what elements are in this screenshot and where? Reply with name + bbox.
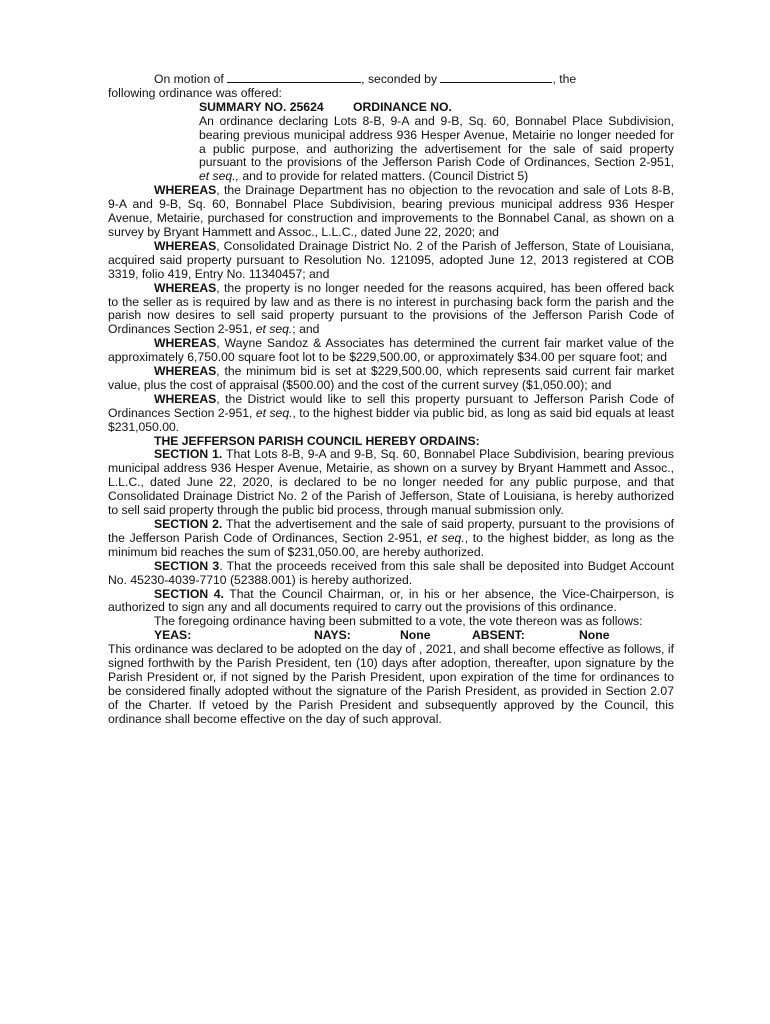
summary-description <box>199 115 674 185</box>
ordinance-document <box>108 72 674 727</box>
whereas-label: WHEREAS <box>154 183 217 198</box>
section-4-label: SECTION 4. <box>154 586 224 601</box>
yeas-label: YEAS: <box>154 628 192 643</box>
whereas-text: , the minimum bid is set at $229,500.00, which represents said current fair market value, plus the cost of appraisal ($500.00) and the cost of the current survey ($1,050.00); and <box>108 364 674 392</box>
closing-paragraph: This ordinance was declared to be adopted on the day of , 2021, and shall become effective as follows, if signed forthwith by the Parish President, ten (10) days after adoption, thereafter, upon signature by the Parish President or, if not signed by the Parish President, upon expiration of the time for ordinances to be considered finally adopted without the signature of the Parish President, as provided in Section 2.07 of the Charter. If vetoed by the Parish President and subsequently approved by the Council, this ordinance shall become effective on the day of such approval. <box>108 642 674 726</box>
whereas-paragraph-5 <box>108 365 674 393</box>
motion-line-2: following ordinance was offered: <box>108 85 282 100</box>
whereas-text: , the property is no longer needed for the reasons acquired, has been offered back to the seller as is required by law and as there is no interest in purchasing back form the parish and the parish now desires to sell said property pursuant to the provisions of the Jefferson Parish Code of Ordinances Section 2-951, <box>108 280 674 337</box>
section-1-label: SECTION 1. <box>154 447 223 462</box>
whereas-text-end: ; and <box>292 322 320 337</box>
whereas-label: WHEREAS <box>154 364 217 379</box>
whereas-paragraph-2 <box>108 240 674 282</box>
section-2-et-seq: et seq. <box>426 530 465 545</box>
summary-block <box>199 101 674 184</box>
vote-indent <box>108 629 154 643</box>
whereas-text: , Wayne Sandoz & Associates has determined the current fair market value of the approximately 6,750.00 square foot lot to be $229,500.00, or approximately $34.00 per square foot; and <box>108 336 674 365</box>
whereas-text: , Consolidated Drainage District No. 2 of the Parish of Jefferson, State of Louisiana, acquired said property pursuant to Resolution No. 121095, adopted June 12, 2013 registered at COB 3319, folio 419, Entry No. 11340457; and <box>108 238 674 281</box>
section-3-text: . That the proceeds received from this sale shall be deposited into Budget Account No. 45230-4039-7710 (52388.001) is hereby authorized. <box>108 558 674 587</box>
whereas-text-end: , to the highest bidder via public bid, as long as said bid equals at least $231,050.00. <box>108 405 674 434</box>
absent-label: ABSENT: <box>472 628 525 643</box>
whereas-et-seq: et seq. <box>255 322 293 337</box>
ordains-heading: THE JEFFERSON PARISH COUNCIL HEREBY ORDAINS: <box>154 433 480 448</box>
whereas-text: , the Drainage Department has no objection to the revocation and sale of Lots 8-B, 9-A and 9-B, Sq. 60, Bonnabel Place Subdivision, bearing previous municipal address 936 Hesper Avenue, Metairie, purchased for construction and improvements to the Bonnabel Canal, as shown on a survey by Bryant Hammett and Assoc., L.L.C., dated June 22, 2020; and <box>108 183 674 239</box>
nays-value: None <box>400 628 431 643</box>
section-3 <box>108 560 674 588</box>
mover-blank <box>227 72 361 83</box>
section-4-text: That the Council Chairman, or, in his or her absence, the Vice-Chairperson, is authorized to sign any and all documents required to carry out the provisions of this ordinance. <box>108 586 674 615</box>
motion-line <box>108 72 674 87</box>
vote-intro: The foregoing ordinance having been submitted to a vote, the vote thereon was as follows: <box>154 614 643 629</box>
section-2 <box>108 518 674 560</box>
summary-et-seq: et seq., <box>199 169 239 184</box>
absent-value: None <box>579 628 610 643</box>
section-1-text: That Lots 8-B, 9-A and 9-B, Sq. 60, Bonnabel Place Subdivision, bearing previous municipal address 936 Hesper Avenue, Metairie, as shown on a survey by Bryant Hammett and Assoc., L.L.C., dated June 22, 2020, is declared to be no longer needed for any public purpose, and that Consolidated Drainage District No. 2 of the Parish of Jefferson, State of Louisiana, is hereby authorized to sell said property through the public bid process, through manual submission only. <box>108 447 674 518</box>
whereas-paragraph-4 <box>108 337 674 365</box>
summary-text-a: An ordinance declaring Lots 8-B, 9-A and 9-B, Sq. 60, Bonnabel Place Subdivision, bearing previous municipal address 936 Hesper Avenue, Metairie no longer needed for a public purpose, and authorizing the advertisement for the sale of said property pursuant to the provisions of the Jefferson Parish Code of Ordinances, Section 2-951, <box>199 113 674 170</box>
whereas-label: WHEREAS <box>154 336 217 351</box>
section-2-text-end: , to the highest bidder, as long as the minimum bid reaches the sum of $231,050.00, are hereby authorized. <box>108 530 674 559</box>
whereas-text: , the District would like to sell this property pursuant to Jefferson Parish Code of Ordinances Section 2-951, <box>108 391 674 420</box>
section-3-label: SECTION 3 <box>154 558 220 573</box>
summary-header <box>199 101 674 115</box>
whereas-et-seq: et seq. <box>255 405 293 420</box>
summary-text-b: and to provide for related matters. (Council District 5) <box>242 169 529 184</box>
whereas-label: WHEREAS <box>154 280 217 295</box>
vote-tally <box>108 629 674 643</box>
whereas-paragraph-1 <box>108 184 674 240</box>
section-2-label: SECTION 2. <box>154 517 223 531</box>
seconder-blank <box>440 72 552 83</box>
ordinance-number: ORDINANCE NO. <box>353 99 452 114</box>
whereas-paragraph-3 <box>108 282 674 338</box>
summary-number: SUMMARY NO. 25624 <box>199 99 324 114</box>
motion-prefix: On motion of <box>154 72 224 86</box>
seconded-text: , seconded by <box>361 72 438 86</box>
section-2-text: That the advertisement and the sale of said property, pursuant to the provisions of the Jefferson Parish Code of Ordinances, Section 2-951, <box>108 517 674 545</box>
nays-label: NAYS: <box>314 628 351 643</box>
motion-suffix: , the <box>552 72 577 86</box>
whereas-paragraph-6 <box>108 393 674 435</box>
whereas-label: WHEREAS <box>154 391 217 406</box>
section-1 <box>108 448 674 518</box>
whereas-label: WHEREAS <box>154 238 217 253</box>
section-4 <box>108 588 674 616</box>
